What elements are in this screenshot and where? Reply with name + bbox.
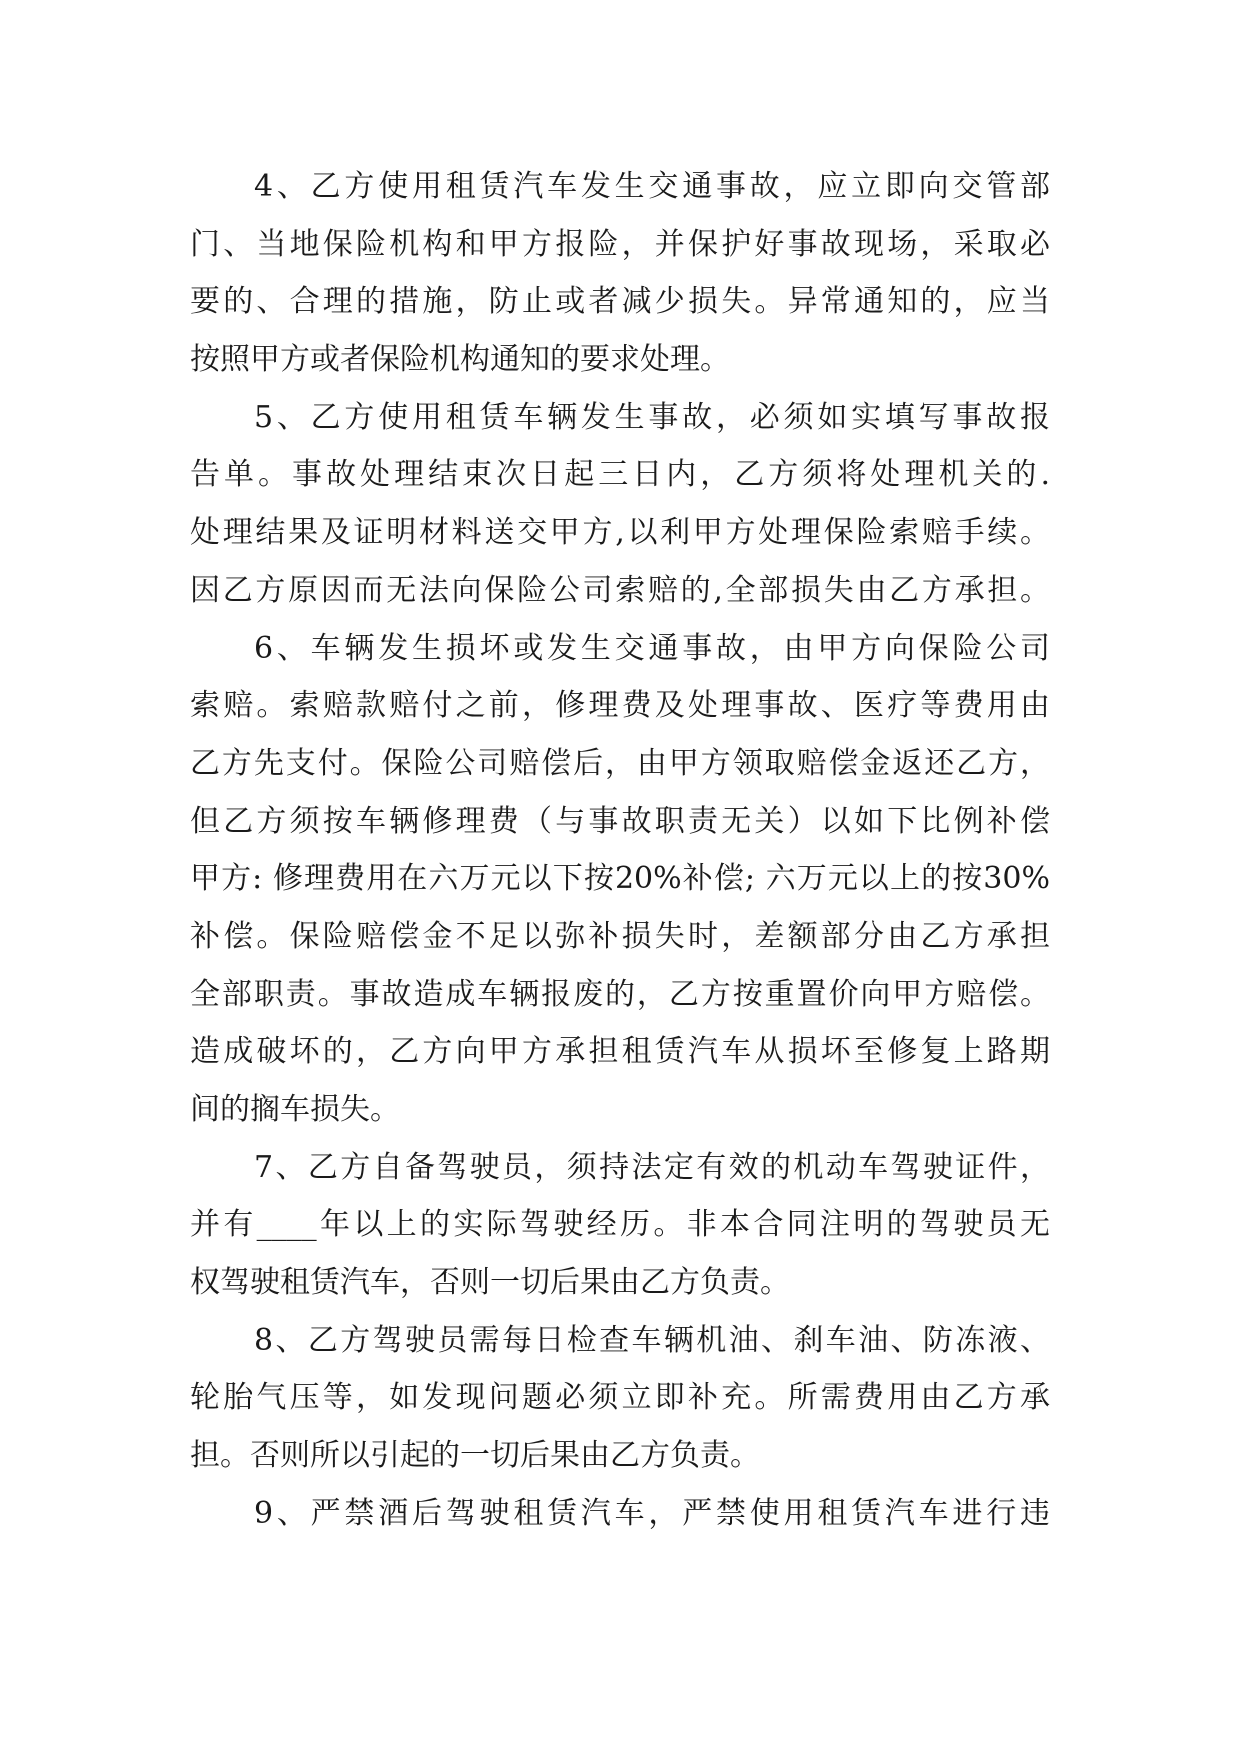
clause-5-line-3: 处理结果及证明材料送交甲方,以利甲方处理保险索赔手续。 — [190, 515, 1050, 551]
clause-6-line-5: 甲方: 修理费用在六万元以下按20%补偿; 六万元以上的按30% — [190, 861, 1050, 897]
clause-4-line-4: 按照甲方或者保险机构通知的要求处理。 — [190, 342, 730, 378]
clause-4-line-3: 要的、合理的措施，防止或者减少损失。异常通知的，应当 — [190, 284, 1050, 320]
clause-7-line-2: 并有____年以上的实际驾驶经历。非本合同注明的驾驶员无 — [190, 1207, 1050, 1243]
clause-6-line-9: 间的搁车损失。 — [190, 1092, 400, 1127]
clause-7-line-3: 权驾驶租赁汽车，否则一切后果由乙方负责。 — [190, 1265, 790, 1301]
clause-4-line-1: 4、乙方使用租赁汽车发生交通事故，应立即向交管部 — [254, 169, 1050, 204]
clause-9-line-1: 9、严禁酒后驾驶租赁汽车，严禁使用租赁汽车进行违 — [254, 1495, 1050, 1531]
clause-6-line-7: 全部职责。事故造成车辆报废的，乙方按重置价向甲方赔偿。 — [190, 976, 1050, 1012]
clause-6-line-6: 补偿。保险赔偿金不足以弥补损失时，差额部分由乙方承担 — [190, 918, 1050, 954]
document-body — [190, 158, 1050, 1543]
clause-5-line-1: 5、乙方使用租赁车辆发生事故，必须如实填写事故报 — [254, 399, 1050, 435]
clause-4-line-2: 门、当地保险机构和甲方报险，并保护好事故现场，采取必 — [190, 226, 1050, 262]
clause-6-line-4: 但乙方须按车辆修理费（与事故职责无关）以如下比例补偿 — [190, 803, 1050, 839]
clause-8-line-1: 8、乙方驾驶员需每日检查车辆机油、刹车油、防冻液、 — [254, 1322, 1050, 1358]
clause-5-line-4: 因乙方原因而无法向保险公司索赔的,全部损失由乙方承担。 — [190, 572, 1050, 608]
clause-7-line-1: 7、乙方自备驾驶员，须持法定有效的机动车驾驶证件， — [254, 1149, 1050, 1185]
clause-6-line-2: 索赔。索赔款赔付之前，修理费及处理事故、医疗等费用由 — [190, 688, 1050, 724]
clause-6-line-3: 乙方先支付。保险公司赔偿后，由甲方领取赔偿金返还乙方， — [190, 745, 1050, 781]
clause-8-line-3: 担。否则所以引起的一切后果由乙方负责。 — [190, 1438, 760, 1474]
clause-8-line-2: 轮胎气压等，如发现问题必须立即补充。所需费用由乙方承 — [190, 1380, 1050, 1416]
clause-6-line-8: 造成破坏的，乙方向甲方承担租赁汽车从损坏至修复上路期 — [190, 1034, 1050, 1070]
clause-6-line-1: 6、车辆发生损坏或发生交通事故，由甲方向保险公司 — [254, 630, 1050, 666]
clause-5-line-2: 告单。事故处理结束次日起三日内，乙方须将处理机关的. — [190, 457, 1050, 493]
